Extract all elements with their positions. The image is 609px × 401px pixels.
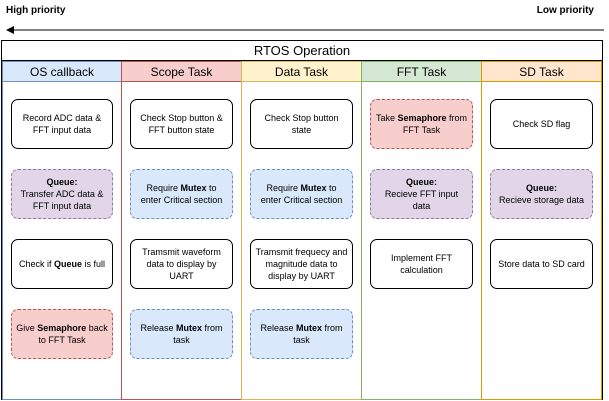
lane-header: Scope Task	[122, 62, 241, 82]
rtos-operation-pool	[1, 40, 603, 400]
low-priority-label: Low priority	[536, 5, 594, 16]
box-text: Queue:	[525, 183, 557, 193]
lane-header: SD Task	[482, 62, 601, 82]
box-text: Require	[146, 183, 181, 193]
lane-scope-task	[121, 61, 242, 400]
process-box	[130, 99, 233, 149]
process-box	[250, 239, 353, 289]
box-text: Semaphore	[37, 323, 87, 333]
process-box	[250, 169, 353, 219]
box-text: Check Stop button state	[264, 113, 339, 135]
lane-header: OS callback	[3, 62, 121, 82]
process-box	[250, 99, 353, 149]
box-text: to enter Critical section	[260, 183, 343, 205]
process-box	[130, 239, 233, 289]
box-text: Check SD flag	[512, 119, 571, 129]
process-box	[11, 239, 113, 289]
box-text: Release	[140, 323, 176, 333]
lane-os-callback	[2, 61, 122, 400]
priority-arrow	[0, 24, 609, 36]
box-text: Mutex	[296, 323, 323, 333]
box-text: Tramsmit frequecy and magnitude data to display by UART	[255, 247, 348, 281]
process-box	[11, 169, 113, 219]
process-box	[11, 99, 113, 149]
pool-title: RTOS Operation	[2, 41, 602, 61]
process-box	[490, 169, 593, 219]
process-box	[370, 99, 473, 149]
process-box	[130, 309, 233, 359]
box-text: Recieve FFT input data	[384, 189, 459, 211]
process-box	[370, 169, 473, 219]
high-priority-label: High priority	[6, 5, 66, 16]
lane-header: FFT Task	[362, 62, 481, 82]
box-text: Queue	[53, 259, 82, 269]
lane-fft-task	[361, 61, 482, 400]
lane-data-task	[241, 61, 362, 400]
box-text: Mutex	[176, 323, 203, 333]
process-box	[130, 169, 233, 219]
lane-header: Data Task	[242, 62, 361, 82]
box-text: FFT input data	[32, 125, 92, 135]
box-text: Queue:	[405, 177, 437, 187]
box-text: Mutex	[180, 183, 207, 193]
box-text: from FFT Task	[402, 113, 468, 135]
process-box	[11, 309, 113, 359]
box-text: Tramsmit waveform data to display by UART	[142, 247, 221, 281]
box-text: Mutex	[300, 183, 327, 193]
box-text: from task	[293, 323, 343, 345]
box-text: Give	[16, 323, 38, 333]
box-text: Take	[375, 113, 398, 123]
box-text: Release	[260, 323, 296, 333]
box-text: from task	[173, 323, 223, 345]
box-text: Record ADC data &	[22, 113, 102, 123]
process-box	[250, 309, 353, 359]
box-text: Check Stop button & FFT button state	[140, 113, 223, 135]
box-text: Transfer ADC data & FFT input data	[20, 189, 104, 211]
box-text: Require	[266, 183, 301, 193]
box-text: Implement FFT calculation	[390, 253, 452, 275]
process-box	[490, 239, 593, 289]
box-text: Queue:	[46, 177, 78, 187]
box-text: Recieve storage data	[498, 195, 585, 205]
box-text: Check if	[18, 259, 54, 269]
process-box	[490, 99, 593, 149]
box-text: back to FFT Task	[38, 323, 108, 345]
box-text: to enter Critical section	[140, 183, 223, 205]
box-text: is full	[82, 259, 106, 269]
box-text: Store data to SD card	[498, 259, 585, 269]
process-box	[370, 239, 473, 289]
lane-sd-task	[481, 61, 602, 400]
box-text: Semaphore	[397, 113, 447, 123]
